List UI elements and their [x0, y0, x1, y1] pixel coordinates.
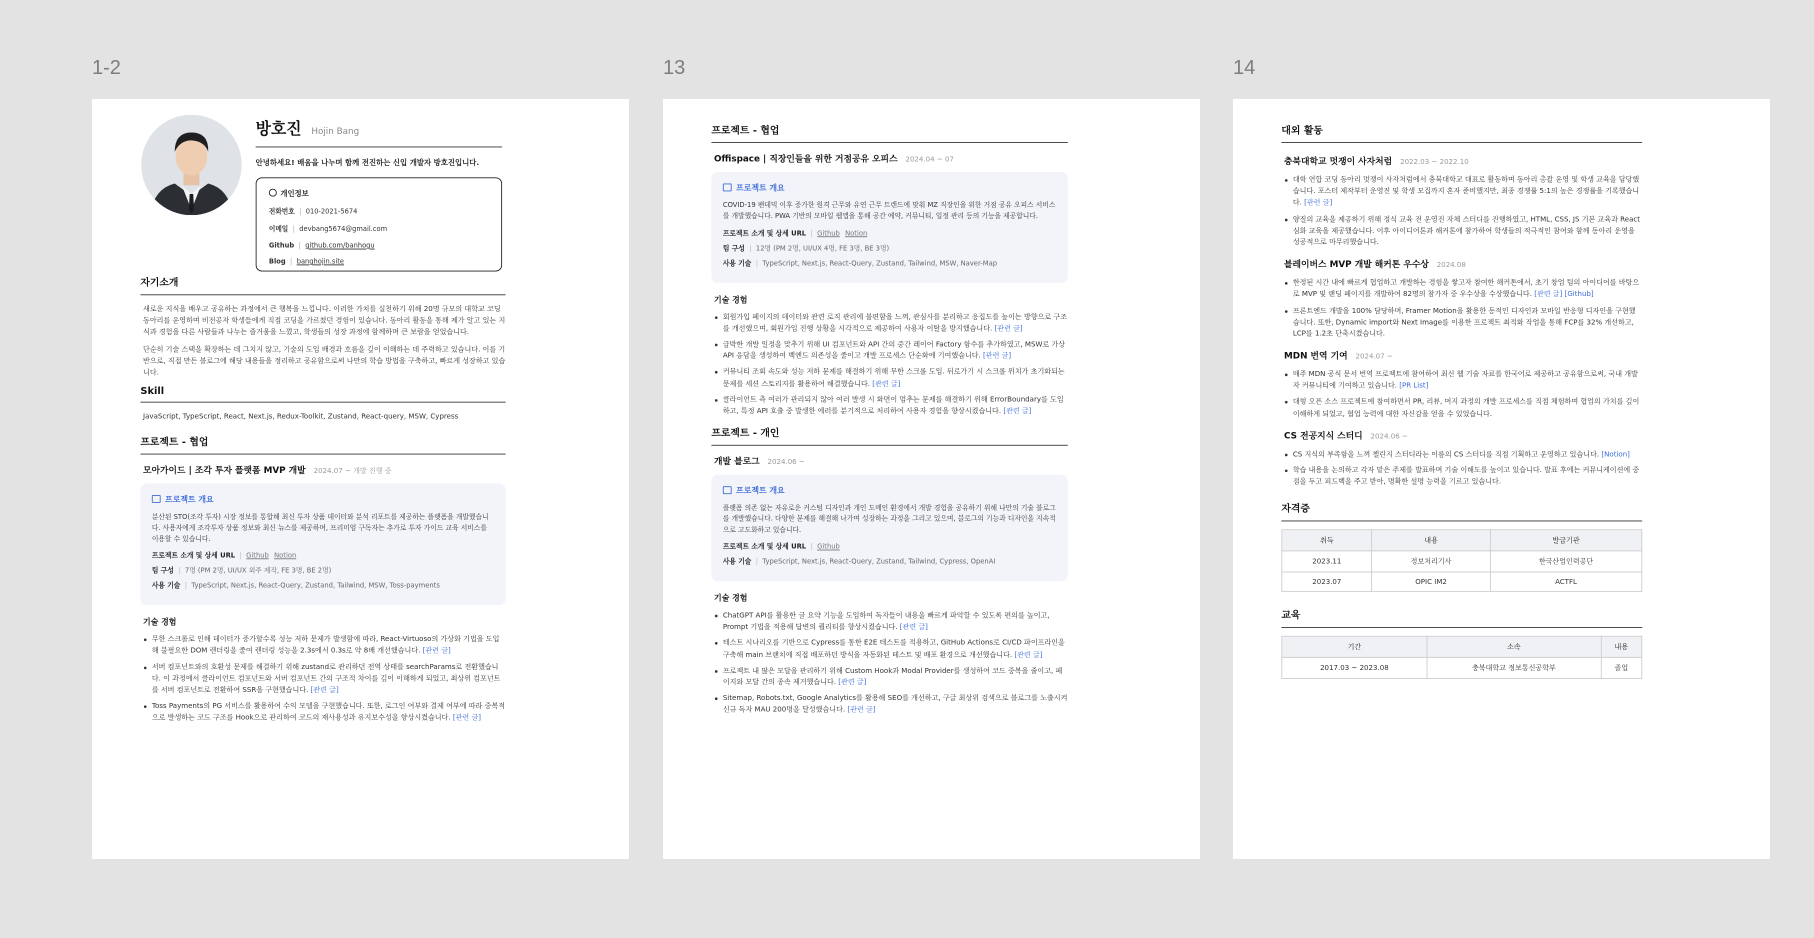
table-cell: OPIC IM2: [1372, 572, 1490, 591]
github-link[interactable]: Github: [246, 551, 269, 560]
tech-label: 사용 기술: [722, 258, 752, 267]
exp-text: 무한 스크롤로 인해 데이터가 증가할수록 성능 저하 문제가 발생함에 따라, React-Virtuoso의 가상화 기법을 도입해 불필요한 DOM 렌더링을 줄여 렌더링 성능을 2.3s에서 0.3s로 약 8배 개선했습니다.: [151, 635, 500, 655]
related-link[interactable]: [ 관련 글 ]: [423, 647, 451, 655]
separator: |: [755, 258, 759, 267]
activity-text: 프론트엔드 개발을 100% 담당하며, Framer Motion을 활용한 동적인 디자인과 모바일 반응형 디자인을 구현했습니다. 또한, Dynamic import와 Next Image를 이용한 프로젝트 최적화 작업을 통해 FCP를 32% 개선하고, LCP를 1.2초 단축시켰습니다.: [1292, 306, 1636, 338]
tech-row: [152, 581, 494, 591]
team-label: 팀 구성: [722, 243, 745, 252]
name-en: Hojin Bang: [311, 127, 360, 137]
overview-heading: 프로젝트 개요: [736, 184, 785, 194]
resume-page-3[interactable]: [1233, 99, 1770, 859]
separator: |: [178, 566, 181, 575]
list-item: [1284, 213, 1642, 248]
project-period: 2024.06 ~: [767, 458, 805, 467]
activity-name: CS 전공지식 스터디: [1284, 431, 1363, 442]
project-overview-box: [711, 475, 1067, 581]
team-label: 팀 구성: [151, 566, 174, 575]
monitor-icon: [152, 495, 161, 503]
activity-period: 2022.03 ~ 2022.10: [1400, 157, 1469, 166]
related-link[interactable]: [ 관련 글 ]: [983, 352, 1011, 360]
exp-text: 클라이언트 측 여러가 관리되지 않아 여러 발생 시 화면이 멈추는 문제를 해결하기 위해 ErrorBoundary를 도입하고, 특정 API 호출 중 발생한 에러를 분기적으로 처리하여 사용자 경험을 향상시켰습니다.: [722, 395, 1064, 415]
tech-label: 사용 기술: [722, 557, 752, 566]
activity-name: 블레이버스 MVP 개발 해커톤 우수상: [1284, 260, 1429, 270]
about-p2: 단순히 기술 스택을 확장하는 데 그치지 않고, 기술의 도입 배경과 흐름을 깊이 이해하는 데 주력하고 있습니다. 이를 기반으로, 직접 만든 블로그에 해당 내용들을 정리하고 공유함으로써 나만의 학습 방법을 구축하고, 빠르게 성장하고 있습니다.: [143, 345, 506, 377]
table-header-row: [1282, 637, 1642, 658]
column-header: 내용: [1372, 530, 1490, 551]
overview-description: 분산된 STO(조각 투자) 시장 정보를 통합해 최신 투자 상품 데이터와 분석 리포트를 제공하는 플랫폼을 개발했습니다. 사용자에게 조각투자 상품 정보와 최신 뉴스를 제공하며, 프리미엄 구독자는 추가로 투자 가이드 교육 서비스를 이용할 수 있습니다.: [151, 512, 489, 543]
phone-row: [269, 206, 489, 216]
tech-value: TypeScript, Next.js, React-Query, Zustand, Tailwind, MSW, Naver-Map: [762, 258, 998, 267]
table-cell: 졸업: [1601, 658, 1642, 679]
activity-text: 한정된 시간 내에 빠르게 협업하고 개발하는 경험을 쌓고자 참여한 해커톤에서, 초기 창업 팀의 아이디어를 바탕으로 MVP 및 랜딩 페이지를 개발하여 82명의 참가자 중 우수상을 수상했습니다.: [1292, 278, 1640, 299]
activity-period: 2024.06 ~: [1370, 432, 1408, 441]
separator: |: [810, 228, 813, 237]
exp-heading: 기술 경험: [714, 295, 748, 305]
column-header: 취득: [1282, 530, 1372, 551]
skill-list: JavaScript, TypeScript, React, Next.js, Redux-Toolkit, Zustand, React-query, MSW, Cypress: [143, 412, 459, 421]
activity-list: [1284, 448, 1642, 487]
exp-text: 회원가입 페이지의 데이터와 관련 로직 관리에 불편함을 느껴, 관심사를 분리하고 응집도를 높이는 방향으로 구조를 개선했으며, 회원가입 진행 상황을 시각적으로 제공하여 사용자 이탈을 방지했습니다.: [722, 312, 1068, 333]
exp-text: 테스트 시나리오를 기반으로 Cypress를 통한 E2E 테스트를 적용하고, GitHub Actions로 CI/CD 파이프라인을 구축해 main 브랜치에 직접 배포하던 방식을 자동화된 테스트 및 배포 환경으로 개선했습니다.: [722, 638, 1065, 659]
exp-text: 서버 컴포넌트와의 호환성 문제를 해결하기 위해 zustand로 관리하던 전역 상태를 searchParams로 전환했습니다. 이 과정에서 클라이언트 컴포넌트와 서버 컴포넌트 간의 구조적 차이를 깊이 이해하게 되었고, 최상위 컴포넌트를 서버 컴포넌트로 전환하여 SSR을 구현했습니다.: [151, 662, 501, 694]
list-item: [714, 609, 1068, 632]
page-label-3: 14: [1233, 57, 1256, 79]
activity-name: 충북대학교 멋쟁이 사자처럼: [1284, 157, 1393, 167]
section-personal-heading: 프로젝트 - 개인: [711, 426, 1067, 446]
column-header: 소속: [1427, 637, 1601, 658]
page-label-2: 13: [663, 57, 686, 79]
github-link[interactable]: Github: [817, 228, 840, 237]
intro-line: 안녕하세요! 배움을 나누며 함께 전진하는 신입 개발자 방호진입니다.: [255, 157, 480, 167]
column-header: 발급기관: [1490, 530, 1641, 551]
list-item: [143, 661, 506, 696]
tech-row: [723, 557, 1057, 567]
profile-photo: [141, 115, 241, 215]
blog-link[interactable]: banghojin.site: [296, 257, 344, 266]
overview-description: COVID-19 팬데믹 이후 증가한 원격 근무와 유연 근무 트렌드에 맞춰 MZ 직장인을 위한 거점 공유 오피스 서비스를 개발했습니다. PWA 기반의 모바일 웹앱을 통해 공간 예약, 커뮤니티, 일정 관리 등의 기능을 제공합니다.: [722, 201, 1056, 220]
url-label: 프로젝트 소개 및 상세 URL: [722, 542, 807, 551]
related-link[interactable]: [ 관련 글 ]: [847, 706, 875, 714]
project-name: 모아가이드 | 조각 투자 플랫폼 MVP 개발: [143, 466, 306, 476]
blog-row: [269, 257, 489, 265]
separator: |: [299, 207, 302, 216]
table-cell: 2023.07: [1282, 572, 1372, 591]
table-row: [1282, 572, 1642, 591]
table-cell: 2017.03 ~ 2023.08: [1282, 658, 1427, 679]
project-title: [714, 151, 1068, 164]
list-item: [1284, 396, 1642, 419]
list-item: [714, 311, 1068, 334]
list-item: [1284, 304, 1642, 339]
list-item: [714, 394, 1068, 417]
activity-list: [1284, 277, 1642, 339]
exp-text: 프로젝트 내 많은 모달을 관리하기 위해 Custom Hook과 Modal Provider를 생성하여 코드 중복을 줄이고, 페이지와 모달 간의 종속 제거했습니다.: [722, 666, 1063, 686]
separator: |: [292, 224, 295, 233]
education-table: [1281, 636, 1642, 679]
email-value[interactable]: devbang5674@gmail.com: [299, 224, 388, 233]
name-block: [256, 117, 502, 148]
table-row: [1282, 658, 1642, 679]
related-link[interactable]: [ 관련 글 ]: [453, 714, 481, 722]
activity-title: [1284, 154, 1642, 167]
list-item: [143, 633, 506, 656]
activity-text: 학습 내용을 논의하고 각자 맡은 주제를 발표하며 기술 이해도를 높이고 있습니다. 발표 후에는 커뮤니케이션에 중점을 두고 피드백을 주고 받아, 명확한 설명 능력을 기르고 있습니다.: [1292, 465, 1640, 486]
section-collab-heading: 프로젝트 - 협업: [711, 123, 1067, 143]
separator: |: [755, 557, 759, 566]
smile-icon: [269, 189, 277, 197]
exp-heading: 기술 경험: [714, 594, 748, 604]
overview-description: 플랫폼 의존 없는 자유로운 커스텀 디자인과 개인 도메인 환경에서 개발 경험을 공유하기 위해 나만의 기술 블로그를 개발했습니다. 다양한 문제를 해결해 나가며 성장하는 과정을 그리고 있으며, 블로그의 기능과 디자인을 지속적으로 고도화하고 있습니다.: [722, 503, 1056, 534]
team-value: 12명 (PM 2명, UI/UX 4명, FE 3명, BE 3명): [755, 243, 890, 252]
about-p1: 새로운 지식을 배우고 공유하는 과정에서 큰 행복을 느낍니다. 이러한 가치를 실천하기 위해 20명 규모의 대학교 코딩 동아리를 운영하며 비전공자 학생들에게 직접 코딩을 가르쳤던 경험이 있습니다. 동아리 활동을 통해 제가 알고 있는 지식과 경험을 다른 사람들과 나누는 즐거움을 느꼈고, 학생들의 성장 과정에 함께하며 큰 보람을 얻었습니다.: [143, 304, 506, 337]
tech-value: TypeScript, Next.js, React-Query, Zustand, Tailwind, MSW, Toss-payments: [191, 581, 440, 590]
url-label: 프로젝트 소개 및 상세 URL: [151, 551, 236, 560]
separator: |: [184, 581, 188, 590]
notion-link[interactable]: [ Notion ]: [1601, 450, 1630, 458]
project-title: [714, 454, 1068, 467]
education-heading: 교육: [1281, 608, 1642, 628]
overview-heading: 프로젝트 개요: [165, 496, 214, 505]
url-row: [152, 551, 494, 561]
page1-body: [140, 275, 505, 728]
activity-title: [1284, 348, 1642, 361]
team-row: [152, 566, 494, 576]
list-item: [714, 637, 1068, 660]
table-cell: 2023.11: [1282, 551, 1372, 572]
list-item: [714, 338, 1068, 361]
url-row: [723, 542, 1057, 552]
url-label: 프로젝트 소개 및 상세 URL: [722, 228, 807, 237]
project-title: [143, 463, 506, 476]
github-link[interactable]: [ Github ]: [1565, 290, 1594, 298]
resume-page-2[interactable]: [663, 99, 1200, 859]
tech-row: [723, 258, 1057, 268]
list-item: [1284, 448, 1642, 460]
list-item: [1284, 368, 1642, 391]
activity-text: 매주 MDN 공식 문서 번역 프로젝트에 참여하여 최신 웹 기술 자료를 한국어로 제공하고 공유함으로써, 국내 개발자 커뮤니티에 기여하고 있습니다.: [1292, 370, 1638, 390]
column-header: 기간: [1282, 637, 1427, 658]
table-cell: 정보처리기사: [1372, 551, 1490, 572]
phone-value: 010-2021-5674: [305, 207, 358, 216]
list-item: [714, 665, 1068, 688]
list-item: [714, 366, 1068, 389]
about-heading: 자기소개: [140, 275, 505, 295]
skill-heading: Skill: [140, 385, 505, 403]
separator: |: [749, 243, 752, 252]
related-link[interactable]: [ 관련 글 ]: [1003, 407, 1031, 415]
related-link[interactable]: [ 관련 글 ]: [995, 324, 1023, 332]
project-overview-box: [711, 172, 1067, 283]
project-period: 2024.04 ~ 07: [905, 155, 954, 164]
name: 방호진: [255, 120, 302, 139]
separator: |: [290, 257, 293, 266]
related-link[interactable]: [ 관련 글 ]: [838, 678, 866, 686]
separator: |: [298, 241, 301, 250]
github-link[interactable]: Github: [817, 542, 840, 551]
list-item: [714, 692, 1068, 715]
separator: |: [810, 542, 813, 551]
tech-value: TypeScript, Next.js, React-Query, Zustand, Tailwind, Cypress, OpenAI: [762, 557, 996, 566]
list-item: [143, 700, 506, 723]
table-cell: 충북대학교 정보통신공학부: [1427, 658, 1601, 679]
activity-period: 2024.08: [1436, 261, 1466, 269]
personal-info-box: [256, 177, 502, 271]
blog-label: Blog: [268, 257, 286, 266]
activity-list: [1284, 368, 1642, 419]
related-link[interactable]: [ 관련 글 ]: [1014, 650, 1042, 658]
related-link[interactable]: [ 관련 글 ]: [1534, 290, 1562, 298]
email-row: [269, 224, 489, 234]
table-cell: ACTFL: [1490, 572, 1641, 591]
page3-body: [1281, 123, 1642, 695]
phone-label: 전화번호: [268, 207, 295, 216]
project-overview-box: [140, 484, 505, 605]
url-row: [723, 228, 1057, 238]
page2-body: [711, 123, 1067, 720]
activity-title: [1284, 428, 1642, 441]
project-period: 2024.07 ~ 개발 진행 중: [313, 467, 392, 476]
certs-heading: 자격증: [1281, 501, 1642, 521]
activity-period: 2024.07 ~: [1355, 352, 1393, 361]
activity-text: 대형 오픈 소스 프로젝트에 참여하면서 PR, 리뷰, 머지 과정의 개발 프로세스를 직접 체험하며 협업의 가치를 깊이 이해하게 되었고, 협업 능력에 대한 자신감을 얻을 수 있었습니다.: [1292, 397, 1640, 418]
overview-heading: 프로젝트 개요: [736, 487, 785, 496]
related-link[interactable]: [ 관련 글 ]: [872, 379, 900, 387]
github-label: Github: [268, 241, 295, 250]
section-collab-heading: 프로젝트 - 협업: [140, 435, 505, 455]
exp-text: Toss Payments의 PG 서비스를 활용하여 수익 모델을 구현했습니다. 또한, 로그인 여부와 결제 여부에 따라 중복적으로 발생하는 코드 구조를 Hook으로 관리하여 코드의 재사용성과 유지보수성을 향상시켰습니다.: [151, 701, 506, 722]
pr-list-link[interactable]: [ PR List ]: [1399, 382, 1428, 390]
tech-label: 사용 기술: [151, 581, 181, 590]
activity-list: [1284, 174, 1642, 248]
notion-link[interactable]: Notion: [274, 551, 297, 560]
list-item: [1284, 464, 1642, 487]
activity-text: CS 지식의 부족함을 느껴 챌린지 스터디라는 이름의 CS 스터디를 직접 기획하고 운영하고 있습니다.: [1292, 449, 1600, 458]
github-row: [269, 242, 489, 250]
exp-text: 커뮤니티 조회 속도와 성능 저하 문제를 해결하기 위해 무한 스크롤 도입. 뒤로가기 시 스크롤 위치가 초기화되는 문제를 세션 스토리지를 활용하여 해결했습니다.: [722, 367, 1065, 388]
team-value: 7명 (PM 2명, UI/UX 외주 제작, FE 3명, BE 2명): [184, 566, 332, 575]
activity-title: [1284, 257, 1642, 270]
email-label: 이메일: [268, 224, 289, 233]
table-cell: 한국산업인력공단: [1490, 551, 1641, 572]
table-row: [1282, 551, 1642, 572]
table-header-row: [1282, 530, 1642, 551]
related-link[interactable]: [ 관련 글 ]: [311, 686, 339, 694]
monitor-icon: [723, 486, 732, 494]
related-link[interactable]: [ 관련 글 ]: [900, 623, 928, 631]
exp-text: ChatGPT API를 활용한 글 요약 기능을 도입하여 독자들이 내용을 빠르게 파악할 수 있도록 편의를 높이고, Prompt 기법을 적용해 답변의 퀄리티를 향상시켰습니다.: [722, 611, 1050, 631]
related-link[interactable]: [ 관련 글 ]: [1304, 199, 1332, 207]
separator: |: [239, 551, 242, 560]
exp-list: [143, 633, 506, 723]
activity-name: MDN 번역 기여: [1284, 351, 1348, 362]
exp-heading: 기술 경험: [143, 618, 177, 628]
resume-page-1[interactable]: [92, 99, 629, 859]
certs-table: [1281, 530, 1642, 592]
column-header: 내용: [1601, 637, 1642, 658]
exp-text: Sitemap, Robots.txt, Google Analytics를 활용해 SEO를 개선하고, 구글 최상위 검색으로 블로그를 노출시켜 신규 독자 MAU 200명을 달성했습니다.: [722, 694, 1068, 714]
exp-list: [714, 311, 1068, 417]
monitor-icon: [723, 183, 732, 191]
project-name: 개발 블로그: [714, 457, 760, 467]
list-item: [1284, 174, 1642, 209]
exp-text: 급박한 개발 일정을 맞추기 위해 UI 컴포넌트와 API 간의 중간 레이어 Factory 함수를 추가하였고, MSW로 가상 API 응답을 생성하여 백엔드 의존성을 줄이고 개발 프로세스 단순화에 기여했습니다.: [722, 340, 1066, 360]
activity-text: 대학 연합 코딩 동아리 멋쟁이 사자처럼에서 충북대학교 대표로 활동하며 동아리 총괄 운영 및 학생 교육을 담당했습니다. 포스터 제작부터 운영진 및 학생 모집까지 혼자 준비했지만, 최종 경쟁률 5:1의 높은 경쟁률을 기록했습니다.: [1292, 175, 1640, 207]
list-item: [1284, 277, 1642, 300]
exp-list: [714, 609, 1068, 715]
personal-heading: 개인정보: [280, 188, 309, 198]
notion-link[interactable]: Notion: [845, 228, 868, 237]
github-link[interactable]: github.com/banhogu: [305, 241, 375, 250]
activities-heading: 대외 활동: [1281, 123, 1642, 143]
team-row: [723, 243, 1057, 253]
page-label-1: 1-2: [92, 57, 121, 79]
activity-text: 양질의 교육을 제공하기 위해 정식 교육 전 운영진 자체 스터디를 진행하였고, HTML, CSS, JS 기본 교육과 React 심화 교육을 제공했습니다. 이후 아이디어톤과 해커톤에 참가하여 학생들의 적극적인 참여와 함께 동아리 운영을 성공적으로 마무리했습니다.: [1292, 214, 1641, 246]
project-name: Offispace | 직장인들을 위한 거점공유 오피스: [714, 154, 898, 165]
